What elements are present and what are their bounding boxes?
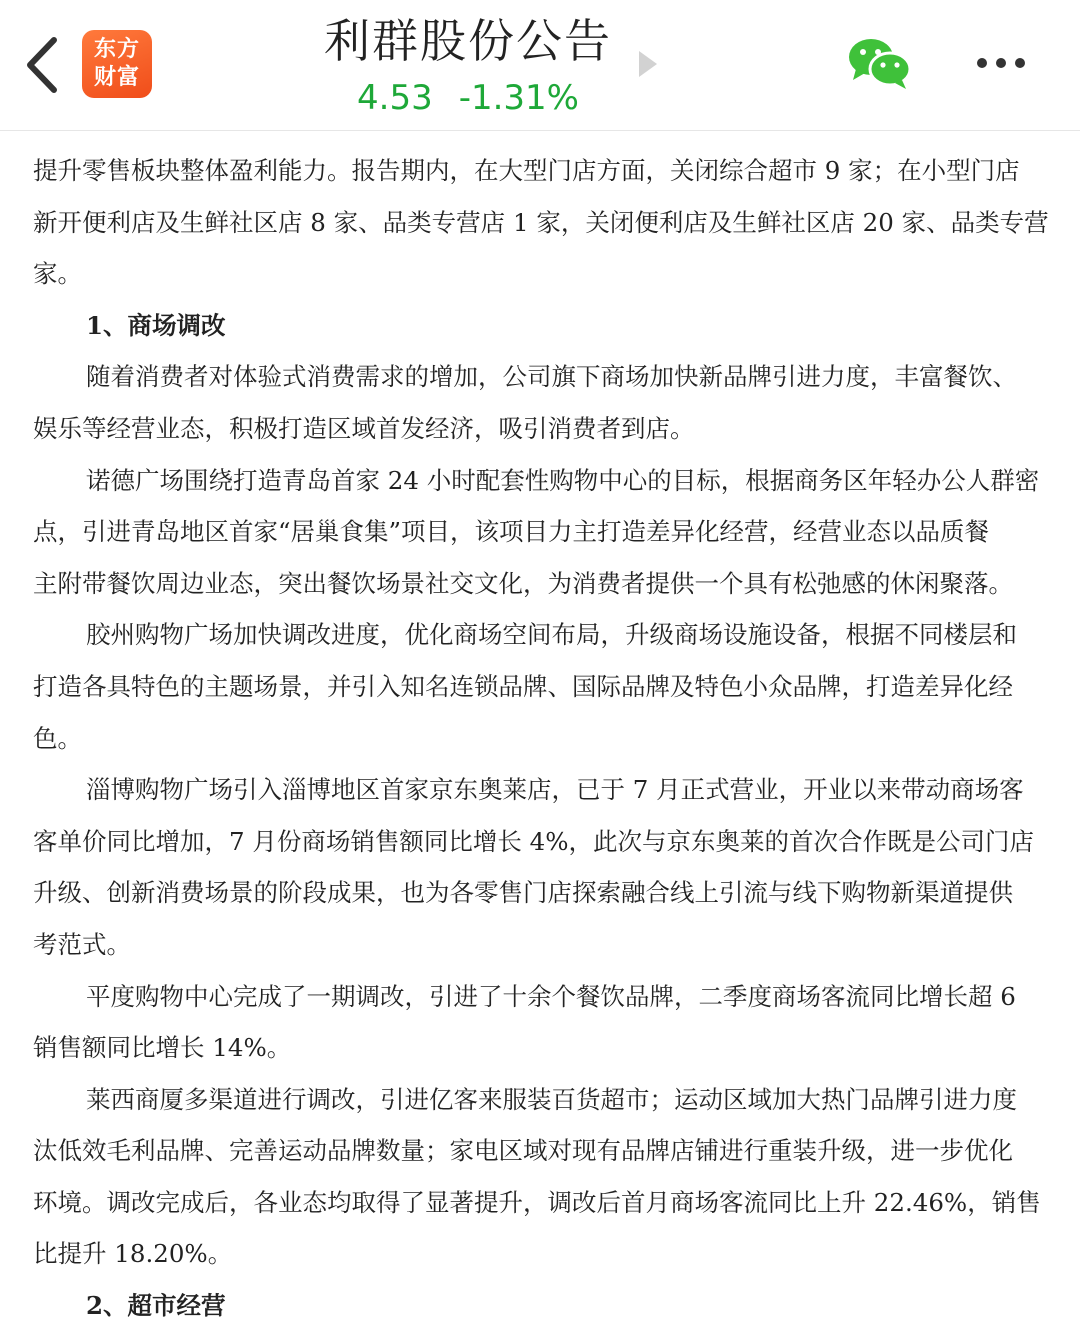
paragraph-first-line: 胶州购物广场加快调改进度，优化商场空间布局，升级商场设施设备，根据不同楼层和	[86, 620, 1017, 650]
text-line: 客单价同比增加，7 月份商场销售额同比增长 4%，此次与京东奥莱的首次合作既是公司门店	[33, 826, 1035, 856]
text-line: 比提升 18.20%。	[33, 1239, 233, 1269]
stock-change: -1.31%	[458, 78, 579, 118]
text-line: 娱乐等经营业态，积极打造区域首发经济，吸引消费者到店。	[33, 413, 695, 443]
section-heading: 2、超市经营	[86, 1291, 226, 1321]
paragraph-first-line: 随着消费者对体验式消费需求的增加，公司旗下商场加快新品牌引进力度，丰富餐饮、	[86, 362, 1017, 392]
text-line: 环境。调改完成后，各业态均取得了显著提升，调改后首月商场客流同比上升 22.46%，销售	[33, 1187, 1041, 1217]
stock-title-block[interactable]	[300, 10, 636, 118]
text-line: 升级、创新消费场景的阶段成果，也为各零售门店探索融合线上引流与线下购物新渠道提供	[33, 878, 1013, 908]
text-line: 提升零售板块整体盈利能力。报告期内，在大型门店方面，关闭综合超市 9 家；在小型门店	[33, 156, 1020, 185]
text-line: 考范式。	[33, 929, 131, 959]
paragraph-first-line: 平度购物中心完成了一期调改，引进了十余个餐饮品牌，二季度商场客流同比增长超 6	[86, 981, 1016, 1011]
text-line: 主附带餐饮周边业态，突出餐饮场景社交文化，为消费者提供一个具有松弛感的休闲聚落。	[33, 568, 1013, 598]
paragraph-first-line: 诺德广场围绕打造青岛首家 24 小时配套性购物中心的目标，根据商务区年轻办公人群密	[86, 465, 1040, 495]
paragraph-first-line: 淄博购物广场引入淄博地区首家京东奥莱店，已于 7 月正式营业，开业以来带动商场客	[86, 775, 1024, 805]
back-button[interactable]	[18, 30, 68, 100]
text-line: 家。	[33, 259, 82, 289]
text-line: 汰低效毛利品牌、完善运动品牌数量；家电区域对现有品牌店铺进行重装升级，进一步优化	[33, 1136, 1013, 1166]
wechat-icon	[846, 36, 912, 90]
wechat-share-button[interactable]	[846, 36, 912, 90]
top-nav-bar	[0, 0, 1080, 131]
page-title: 利群股份公告	[324, 14, 612, 68]
announcement-text	[33, 145, 1080, 1328]
text-line: 色。	[33, 723, 82, 753]
section-heading: 1、商场调改	[86, 310, 226, 340]
stock-quote	[300, 78, 636, 118]
paragraph-first-line: 莱西商厦多渠道进行调改，引进亿客来服装百货超市；运动区域加大热门品牌引进力度	[86, 1084, 1017, 1114]
logo-line-1: 东方	[93, 37, 140, 62]
text-line: 点，引进青岛地区首家“居巢食集”项目，该项目力主打造差异化经营，经营业态以品质餐	[33, 517, 990, 547]
text-line: 销售额同比增长 14%。	[33, 1033, 292, 1063]
stock-detail-button[interactable]	[636, 48, 660, 80]
back-chevron-icon	[18, 30, 68, 100]
text-line: 新开便利店及生鲜社区店 8 家、品类专营店 1 家，关闭便利店及生鲜社区店 20 家、品类专营	[33, 207, 1049, 237]
more-dots-icon	[970, 48, 1032, 78]
stock-price: 4.53	[357, 78, 433, 118]
logo-line-2: 财富	[93, 65, 140, 90]
play-triangle-icon	[636, 48, 660, 80]
text-line: 打造各具特色的主题场景，并引入知名连锁品牌、国际品牌及特色小众品牌，打造差异化经	[33, 671, 1013, 701]
eastmoney-logo[interactable]	[82, 30, 152, 98]
announcement-content[interactable]	[0, 131, 1080, 1328]
more-options-button[interactable]	[970, 48, 1032, 78]
